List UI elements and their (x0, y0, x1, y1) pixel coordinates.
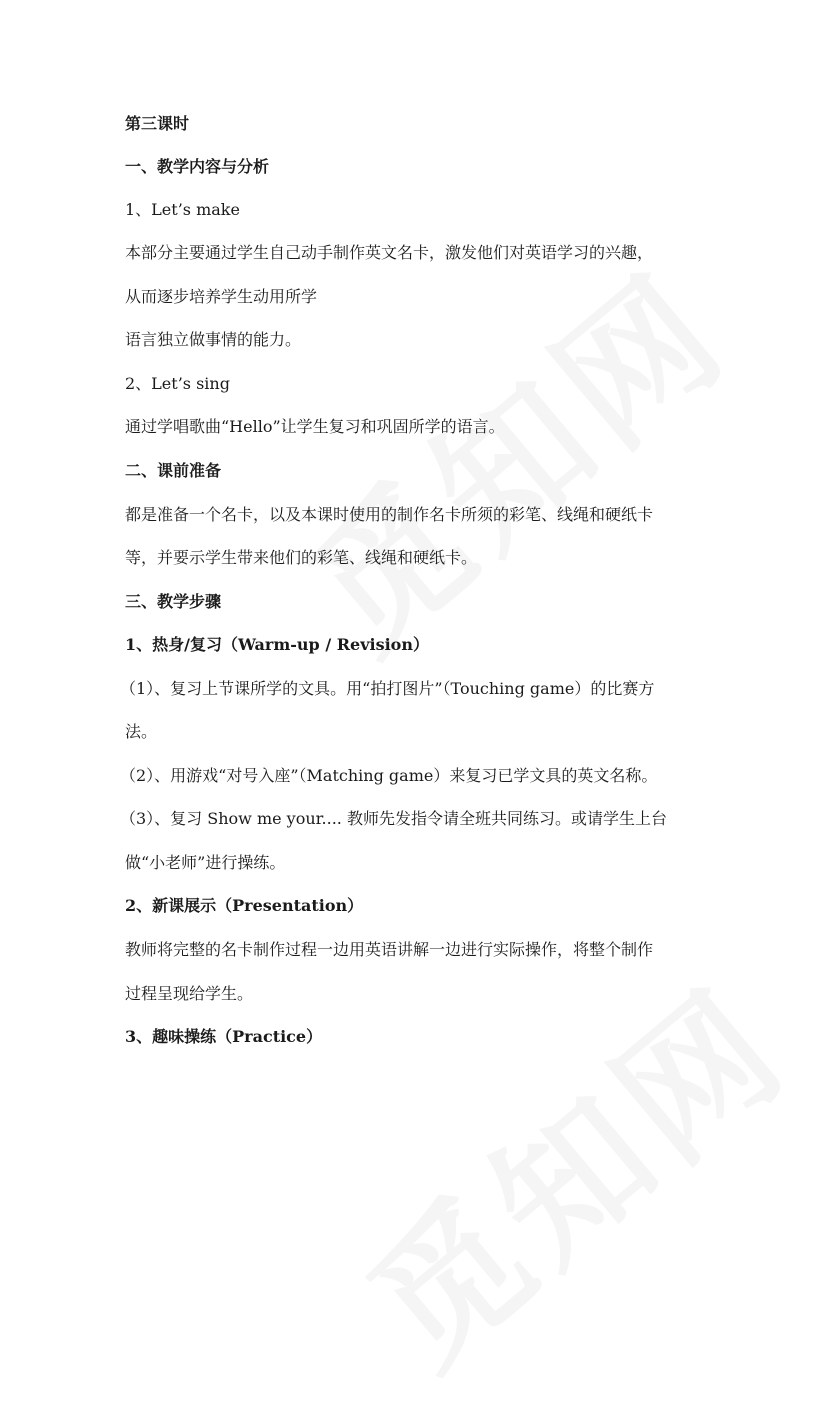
step-heading: 3、趣味操练（Practice） (125, 1027, 323, 1046)
section-heading: 三、教学步骤 (125, 592, 222, 611)
paragraph-line: 过程呈现给学生。 (125, 984, 254, 1003)
paragraph-line: （1）、复习上节课所学的文具。用“拍打图片”（Touching game）的比赛方 (120, 679, 655, 698)
step-heading: 2、新课展示（Presentation） (125, 896, 364, 915)
watermark (317, 931, 824, 1405)
step-heading: 1、热身/复习（Warm-up / Revision） (125, 635, 429, 654)
subsection-heading: 1、Let’s make (125, 200, 240, 219)
paragraph-line: 通过学唱歌曲“Hello”让学生复习和巩固所学的语言。 (125, 417, 505, 436)
paragraph-line: 教师将完整的名卡制作过程一边用英语讲解一边进行实际操作，将整个制作 (125, 940, 654, 959)
paragraph-line: 等，并要示学生带来他们的彩笔、线绳和硬纸卡。 (125, 548, 478, 567)
section-heading: 二、课前准备 (125, 461, 222, 480)
lesson-title: 第三课时 (125, 114, 190, 133)
paragraph-line: 本部分主要通过学生自己动手制作英文名卡，激发他们对英语学习的兴趣， (125, 243, 654, 262)
paragraph-line: 法。 (125, 722, 158, 741)
watermark (257, 216, 764, 690)
paragraph-line: （3）、复习 Show me your.... 教师先发指令请全班共同练习。或请学生上台 (120, 809, 667, 828)
paragraph-line: 语言独立做事情的能力。 (125, 330, 302, 349)
paragraph-line: 做“小老师”进行操练。 (125, 853, 286, 872)
paragraph-line: 从而逐步培养学生动用所学 (125, 287, 318, 306)
section-heading: 一、教学内容与分析 (125, 157, 270, 176)
subsection-heading: 2、Let’s sing (125, 374, 230, 393)
paragraph-line: 都是准备一个名卡，以及本课时使用的制作名卡所须的彩笔、线绳和硬纸卡 (125, 505, 654, 524)
paragraph-line: （2）、用游戏“对号入座”（Matching game）来复习已学文具的英文名称。 (120, 766, 658, 785)
